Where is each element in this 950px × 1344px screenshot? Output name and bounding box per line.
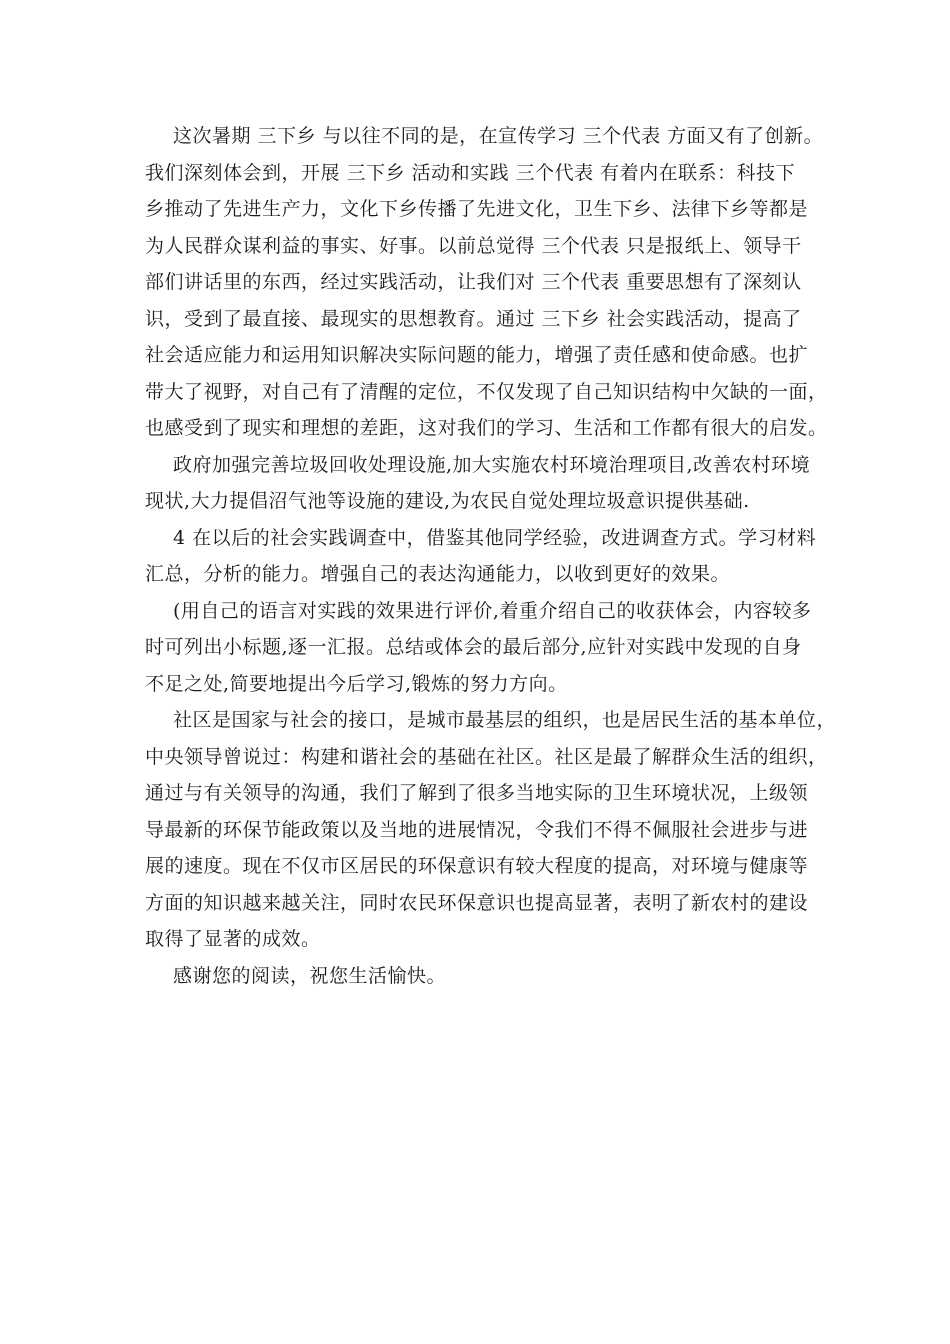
paragraph-closing	[145, 958, 835, 995]
text-line: 取得了显著的成效。	[145, 928, 321, 950]
text-line: 4 在以后的社会实践调查中，借鉴其他同学经验，改进调查方式。学习材料	[173, 526, 817, 549]
text-line: (用自己的语言对实践的效果进行评价,着重介绍自己的收获体会，内容较多	[173, 599, 812, 622]
document-body	[145, 118, 835, 994]
text-line: 导最新的环保节能政策以及当地的进展情况，令我们不得不佩服社会进步与进	[145, 818, 809, 841]
text-line: 通过与有关领导的沟通，我们了解到了很多当地实际的卫生环境状况，上级领	[145, 782, 809, 804]
text-line: 不足之处,简要地提出今后学习,锻炼的努力方向。	[145, 672, 568, 695]
text-line: 现状,大力提倡沼气池等设施的建设,为农民自觉处理垃圾意识提供基础.	[145, 490, 750, 512]
text-line: 社区是国家与社会的接口，是城市最基层的组织，也是居民生活的基本单位，	[173, 709, 837, 731]
paragraph-future-practice	[145, 520, 835, 593]
text-line: 我们深刻体会到，开展 三下乡 活动和实践 三个代表 有着内在联系：科技下	[145, 161, 796, 184]
text-line: 也感受到了现实和理想的差距，这对我们的学习、生活和工作都有很大的启发。	[145, 417, 828, 439]
text-line: 中央领导曾说过：构建和谐社会的基础在社区。社区是最了解群众生活的组织，	[145, 745, 828, 768]
text-line: 政府加强完善垃圾回收处理设施,加大实施农村环境治理项目,改善农村环境	[173, 453, 811, 476]
text-line: 时可列出小标题,逐一汇报。总结或体会的最后部分,应针对实践中发现的自身	[145, 636, 802, 658]
text-line: 展的速度。现在不仅市区居民的环保意识有较大程度的提高，对环境与健康等	[145, 855, 809, 877]
text-line: 汇总，分析的能力。增强自己的表达沟通能力，以收到更好的效果。	[145, 563, 731, 585]
text-line: 带大了视野，对自己有了清醒的定位，不仅发现了自己知识结构中欠缺的一面，	[145, 380, 828, 403]
text-line: 感谢您的阅读，祝您生活愉快。	[173, 964, 447, 987]
text-line: 为人民群众谋利益的事实、好事。以前总觉得 三个代表 只是报纸上、领导干	[145, 234, 802, 257]
paragraph-evaluation	[145, 593, 835, 703]
paragraph-sanxiaxiang	[145, 118, 835, 447]
text-line: 识，受到了最直接、最现实的思想教育。通过 三下乡 社会实践活动，提高了	[145, 307, 802, 330]
paragraph-community	[145, 702, 835, 958]
text-line: 社会适应能力和运用知识解决实际问题的能力，增强了责任感和使命感。也扩	[145, 344, 809, 366]
text-line: 这次暑期 三下乡 与以往不同的是，在宣传学习 三个代表 方面又有了创新。	[173, 125, 824, 147]
text-line: 方面的知识越来越关注，同时农民环保意识也提高显著，表明了新农村的建设	[145, 891, 809, 914]
paragraph-government	[145, 447, 835, 520]
text-line: 乡推动了先进生产力，文化下乡传播了先进文化，卫生下乡、法律下乡等都是	[145, 198, 809, 220]
text-line: 部们讲话里的东西，经过实践活动，让我们对 三个代表 重要思想有了深刻认	[145, 271, 802, 293]
